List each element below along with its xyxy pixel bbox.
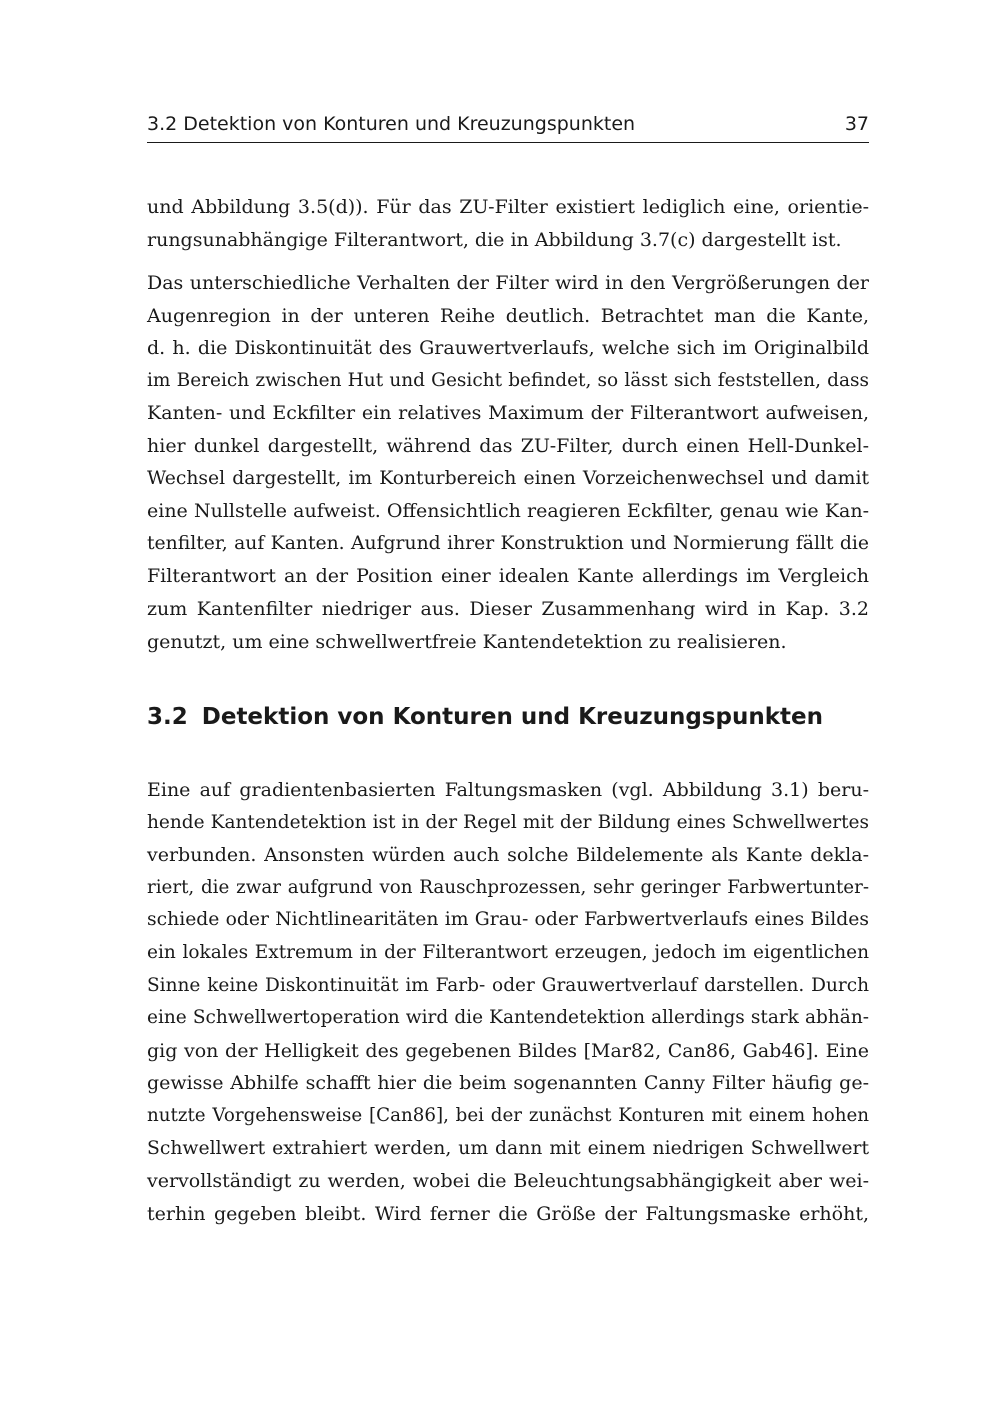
text-line: d. h. die Diskontinuität des Grauwertverlaufs, welche sich im Originalbild: [147, 337, 869, 360]
text-line: eine Nullstelle aufweist. Offensichtlich reagieren Eckfilter, genau wie Kan-: [147, 500, 869, 523]
text-line: im Bereich zwischen Hut und Gesicht befindet, so lässt sich feststellen, dass: [147, 369, 869, 391]
text-line: Kanten- und Eckfilter ein relatives Maximum der Filterantwort aufweisen,: [147, 402, 869, 425]
paragraph-3: [147, 774, 869, 1230]
text-line: gig von der Helligkeit des gegebenen Bildes [Mar82, Can86, Gab46]. Eine: [147, 1039, 869, 1062]
text-line: hende Kantendetektion ist in der Regel mit der Bildung eines Schwellwertes: [147, 811, 869, 833]
text-line: riert, die zwar aufgrund von Rauschprozessen, sehr geringer Farbwertunter-: [147, 876, 869, 898]
text-line: eine Schwellwertoperation wird die Kantendetektion allerdings stark abhän-: [147, 1007, 869, 1029]
running-head-title: 3.2 Detektion von Konturen und Kreuzungspunkten: [147, 113, 636, 135]
text-line: tenfilter, auf Kanten. Aufgrund ihrer Konstruktion und Normierung fällt die: [147, 532, 869, 554]
text-line: ein lokales Extremum in der Filterantwort erzeugen, jedoch im eigentlichen: [147, 941, 869, 963]
text-line: zum Kantenfilter niedriger aus. Dieser Zusammenhang wird in Kap. 3.2: [147, 597, 869, 620]
text-line: Filterantwort an der Position einer idealen Kante allerdings im Vergleich: [147, 565, 869, 588]
running-head: [147, 111, 869, 143]
text-line: Eine auf gradientenbasierten Faltungsmasken (vgl. Abbildung 3.1) beru-: [147, 779, 869, 801]
text-line: Das unterschiedliche Verhalten der Filter wird in den Vergrößerungen der: [147, 272, 869, 294]
text-line: terhin gegeben bleibt. Wird ferner die Größe der Faltungsmaske erhöht,: [147, 1202, 869, 1225]
text-line: rungsunabhängige Filterantwort, die in Abbildung 3.7(c) dargestellt ist.: [147, 228, 842, 251]
section-number: 3.2: [147, 704, 188, 730]
text-line: genutzt, um eine schwellwertfreie Kantendetektion zu realisieren.: [147, 630, 787, 653]
text-line: gewisse Abhilfe schafft hier die beim sogenannten Canny Filter häufig ge-: [147, 1072, 869, 1095]
text-line: schiede oder Nichtlinearitäten im Grau- oder Farbwertverlaufs eines Bildes: [147, 909, 869, 931]
page-number: 37: [844, 113, 869, 135]
text-line: Sinne keine Diskontinuität im Farb- oder Grauwertverlauf darstellen. Durch: [147, 974, 869, 996]
text-line: verbunden. Ansonsten würden auch solche Bildelemente als Kante dekla-: [147, 844, 869, 867]
text-line: nutzte Vorgehensweise [Can86], bei der zunächst Konturen mit einem hohen: [147, 1104, 869, 1126]
section-heading: [147, 704, 823, 730]
paragraph-2: [147, 267, 869, 658]
text-line: vervollständigt zu werden, wobei die Beleuchtungsabhängigkeit aber wei-: [147, 1170, 869, 1193]
text-line: und Abbildung 3.5(d)). Für das ZU-Filter existiert lediglich eine, orientie-: [147, 196, 869, 218]
paragraph-1: [147, 191, 869, 256]
text-line: Schwellwert extrahiert werden, um dann mit einem niedrigen Schwellwert: [147, 1137, 869, 1159]
text-line: hier dunkel dargestellt, während das ZU-Filter, durch einen Hell-Dunkel-: [147, 434, 869, 457]
section-title: Detektion von Konturen und Kreuzungspunkten: [201, 704, 823, 730]
text-line: Augenregion in der unteren Reihe deutlich. Betrachtet man die Kante,: [147, 304, 869, 327]
text-line: Wechsel dargestellt, im Konturbereich einen Vorzeichenwechsel und damit: [147, 467, 869, 489]
